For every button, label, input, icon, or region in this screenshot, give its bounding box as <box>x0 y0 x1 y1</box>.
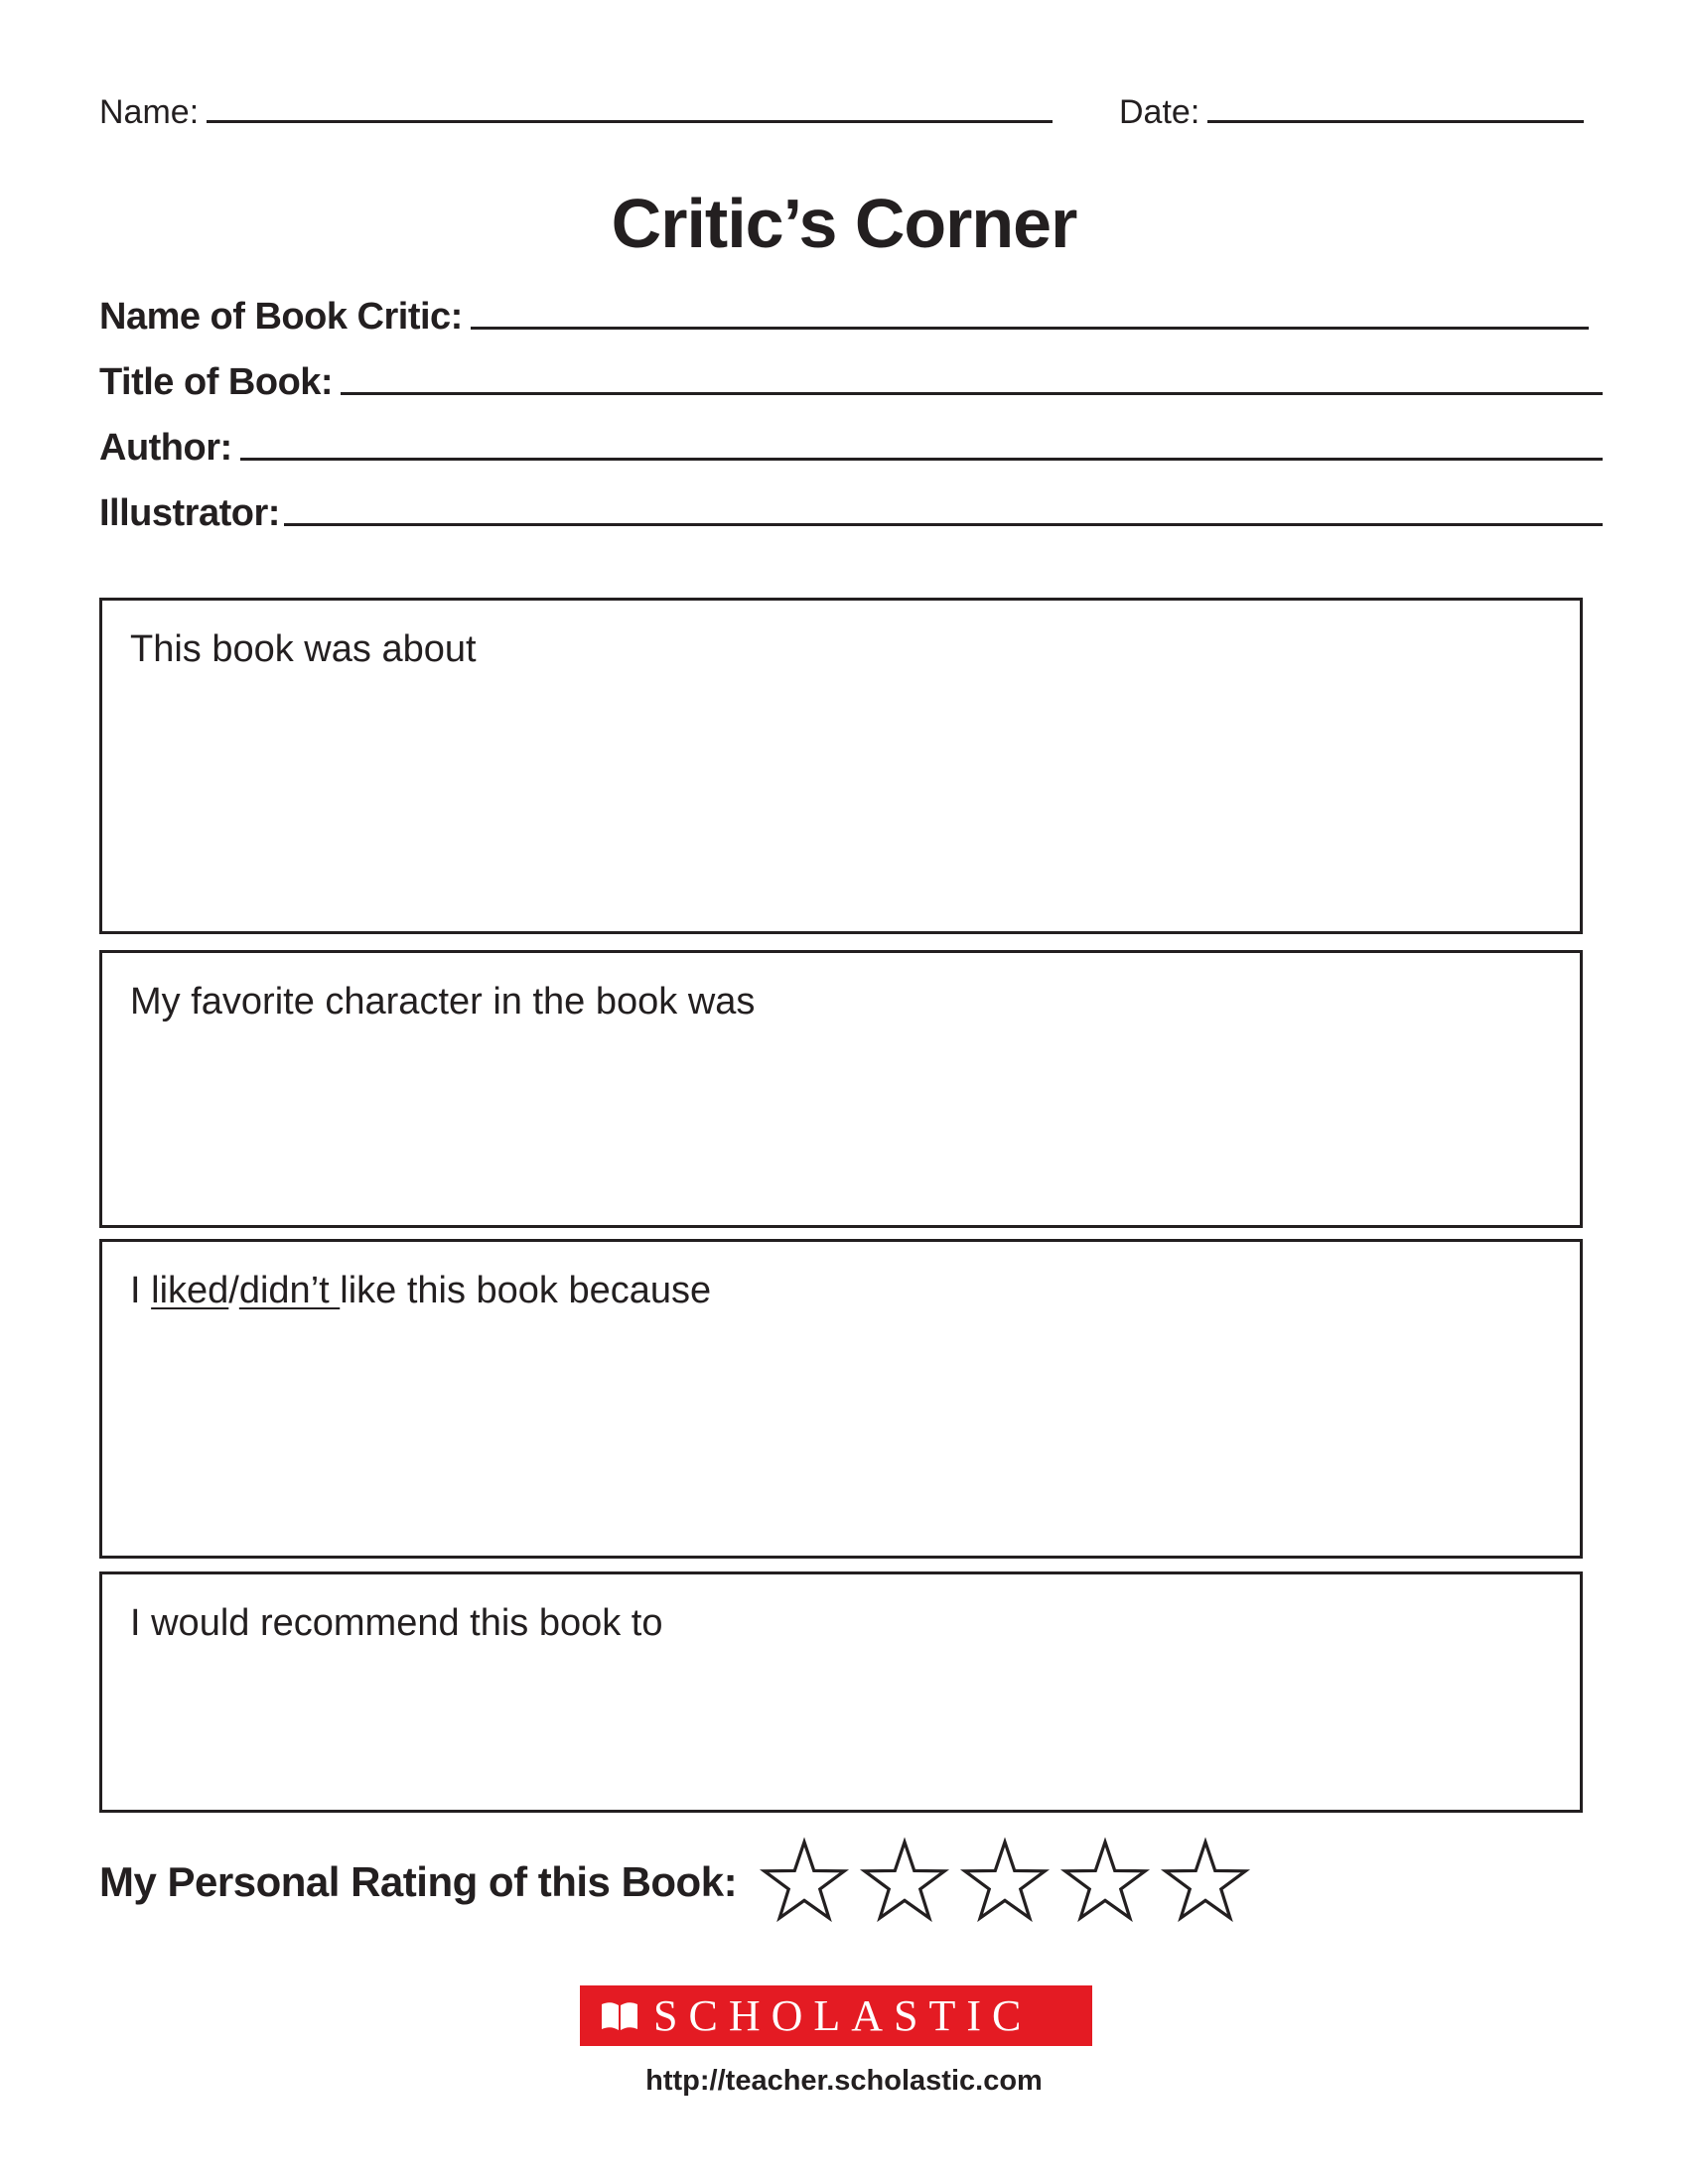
scholastic-logo <box>580 1985 1092 2046</box>
name-label: Name: <box>99 93 200 131</box>
book-critic-line[interactable] <box>471 327 1589 330</box>
option-separator: / <box>228 1270 239 1311</box>
liked-prefix: I <box>130 1270 152 1311</box>
star-icon[interactable] <box>1059 1837 1151 1928</box>
liked-didnt-like-box[interactable] <box>99 1239 1583 1559</box>
favorite-character-box[interactable] <box>99 950 1583 1228</box>
date-label: Date: <box>1119 93 1200 131</box>
illustrator-label: Illustrator: <box>99 492 280 534</box>
name-line[interactable] <box>207 120 1053 123</box>
author-field[interactable] <box>99 429 1603 467</box>
rating-label: My Personal Rating of this Book: <box>99 1858 738 1905</box>
star-icon[interactable] <box>859 1837 950 1928</box>
author-label: Author: <box>99 427 232 469</box>
favorite-character-prompt: My favorite character in the book was <box>130 981 756 1023</box>
liked-option[interactable]: liked <box>151 1270 229 1311</box>
open-book-icon <box>600 1999 639 2033</box>
illustrator-line[interactable] <box>284 523 1603 526</box>
book-title-label: Title of Book: <box>99 361 334 403</box>
liked-suffix: like this book because <box>340 1270 712 1311</box>
star-icon[interactable] <box>759 1837 850 1928</box>
footer-url[interactable]: http://teacher.scholastic.com <box>645 2065 1043 2097</box>
star-icon[interactable] <box>1160 1837 1251 1928</box>
book-title-line[interactable] <box>341 392 1603 395</box>
name-field[interactable] <box>99 95 1053 129</box>
star-rating[interactable] <box>759 1837 1260 1928</box>
book-about-prompt: This book was about <box>130 628 477 670</box>
book-critic-field[interactable] <box>99 298 1589 336</box>
recommend-prompt: I would recommend this book to <box>130 1602 663 1644</box>
liked-didnt-like-prompt <box>130 1272 711 1309</box>
book-about-box[interactable] <box>99 598 1583 934</box>
date-line[interactable] <box>1207 120 1584 123</box>
recommend-box[interactable] <box>99 1571 1583 1813</box>
date-field[interactable] <box>1119 95 1584 129</box>
star-icon[interactable] <box>959 1837 1051 1928</box>
logo-text: SCHOLASTIC <box>653 1990 1033 2040</box>
illustrator-field[interactable] <box>99 494 1603 532</box>
book-title-field[interactable] <box>99 363 1603 401</box>
page-title: Critic’s Corner <box>611 185 1077 262</box>
author-line[interactable] <box>240 458 1603 461</box>
book-critic-label: Name of Book Critic: <box>99 296 463 338</box>
didnt-option[interactable]: didn’t <box>238 1270 341 1311</box>
rating-row <box>99 1837 1260 1928</box>
